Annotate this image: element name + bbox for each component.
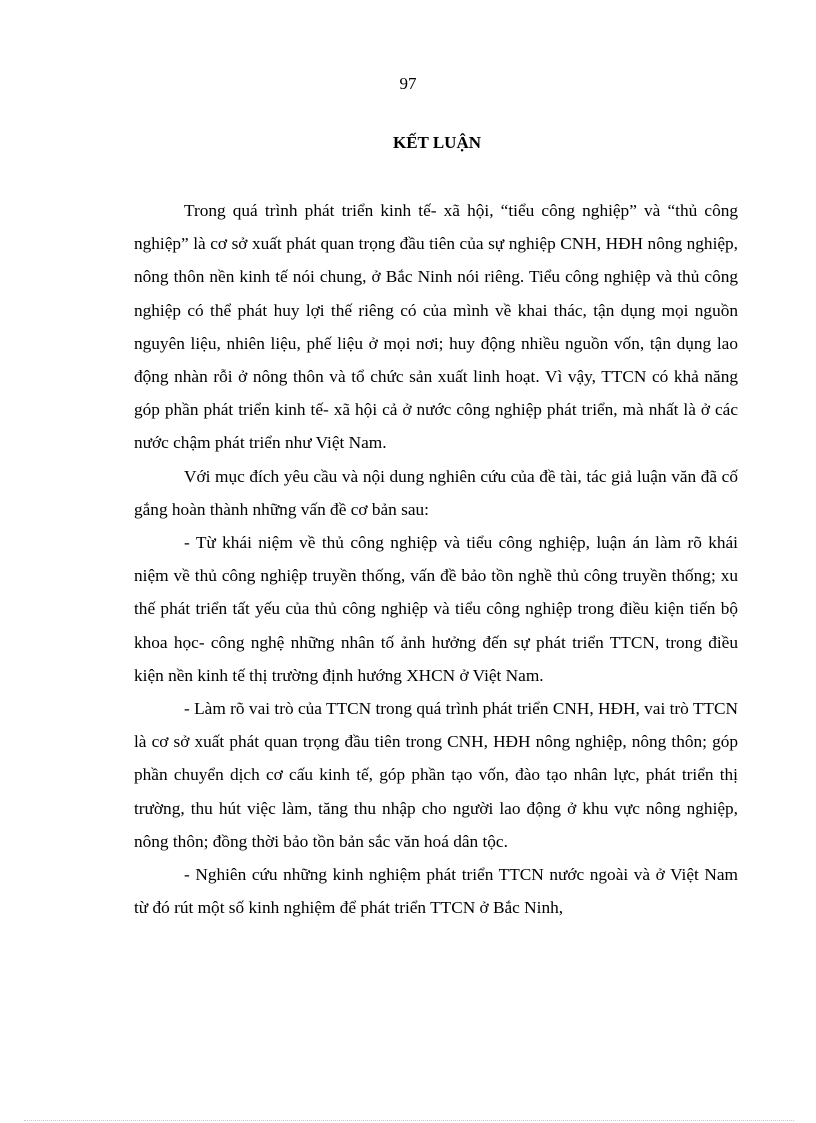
document-body: [134, 194, 738, 924]
page-number: 97: [399, 74, 417, 93]
paragraph: - Từ khái niệm về thủ công nghiệp và tiểu công nghiệp, luận án làm rõ khái niệm về thủ công nghiệp truyền thống, vấn đề bảo tồn nghề thủ công truyền thống; xu thế phát triển tất yếu của thủ công nghiệp và tiểu công nghiệp trong điều kiện tiến bộ khoa học- công nghệ những nhân tố ảnh hưởng đến sự phát triển TTCN, trong điều kiện nền kinh tế thị trường định hướng XHCN ở Việt Nam.: [134, 533, 738, 685]
paragraph: Trong quá trình phát triển kinh tế- xã hội, “tiểu công nghiệp” và “thủ công nghiệp” là cơ sở xuất phát quan trọng đầu tiên của sự nghiệp CNH, HĐH nông nghiệp, nông thôn nền kinh tế nói chung, ở Bắc Ninh nói riêng. Tiểu công nghiệp và thủ công nghiệp có thể phát huy lợi thế riêng có của mình về khai thác, tận dụng mọi nguồn nguyên liệu, nhiên liệu, phế liệu ở mọi nơi; huy động nhiều nguồn vốn, tận dụng lao động nhàn rỗi ở nông thôn và tổ chức sản xuất linh hoạt. Vì vậy, TTCN có khả năng góp phần phát triển kinh tế- xã hội cả ở nước công nghiệp phát triển, mà nhất là ở các nước chậm phát triển như Việt Nam.: [134, 201, 738, 453]
paragraph: - Nghiên cứu những kinh nghiệm phát triển TTCN nước ngoài và ở Việt Nam từ đó rút một số kinh nghiệm để phát triển TTCN ở Bắc Ninh,: [134, 865, 738, 918]
page-bottom-divider: [24, 1120, 794, 1121]
paragraph: - Làm rõ vai trò của TTCN trong quá trình phát triển CNH, HĐH, vai trò TTCN là cơ sở xuất phát quan trọng đầu tiên trong CNH, HĐH nông nghiệp, nông thôn; góp phần chuyển dịch cơ cấu kinh tế, góp phần tạo vốn, đào tạo nhân lực, phát triển thị trường, thu hút việc làm, tăng thu nhập cho người lao động ở khu vực nông nghiệp, nông thôn; đồng thời bảo tồn bản sắc văn hoá dân tộc.: [134, 699, 738, 851]
page-title: KẾT LUẬN: [392, 133, 481, 152]
paragraph: Với mục đích yêu cầu và nội dung nghiên cứu của đề tài, tác giả luận văn đã cố gắng hoàn thành những vấn đề cơ bản sau:: [134, 466, 738, 519]
